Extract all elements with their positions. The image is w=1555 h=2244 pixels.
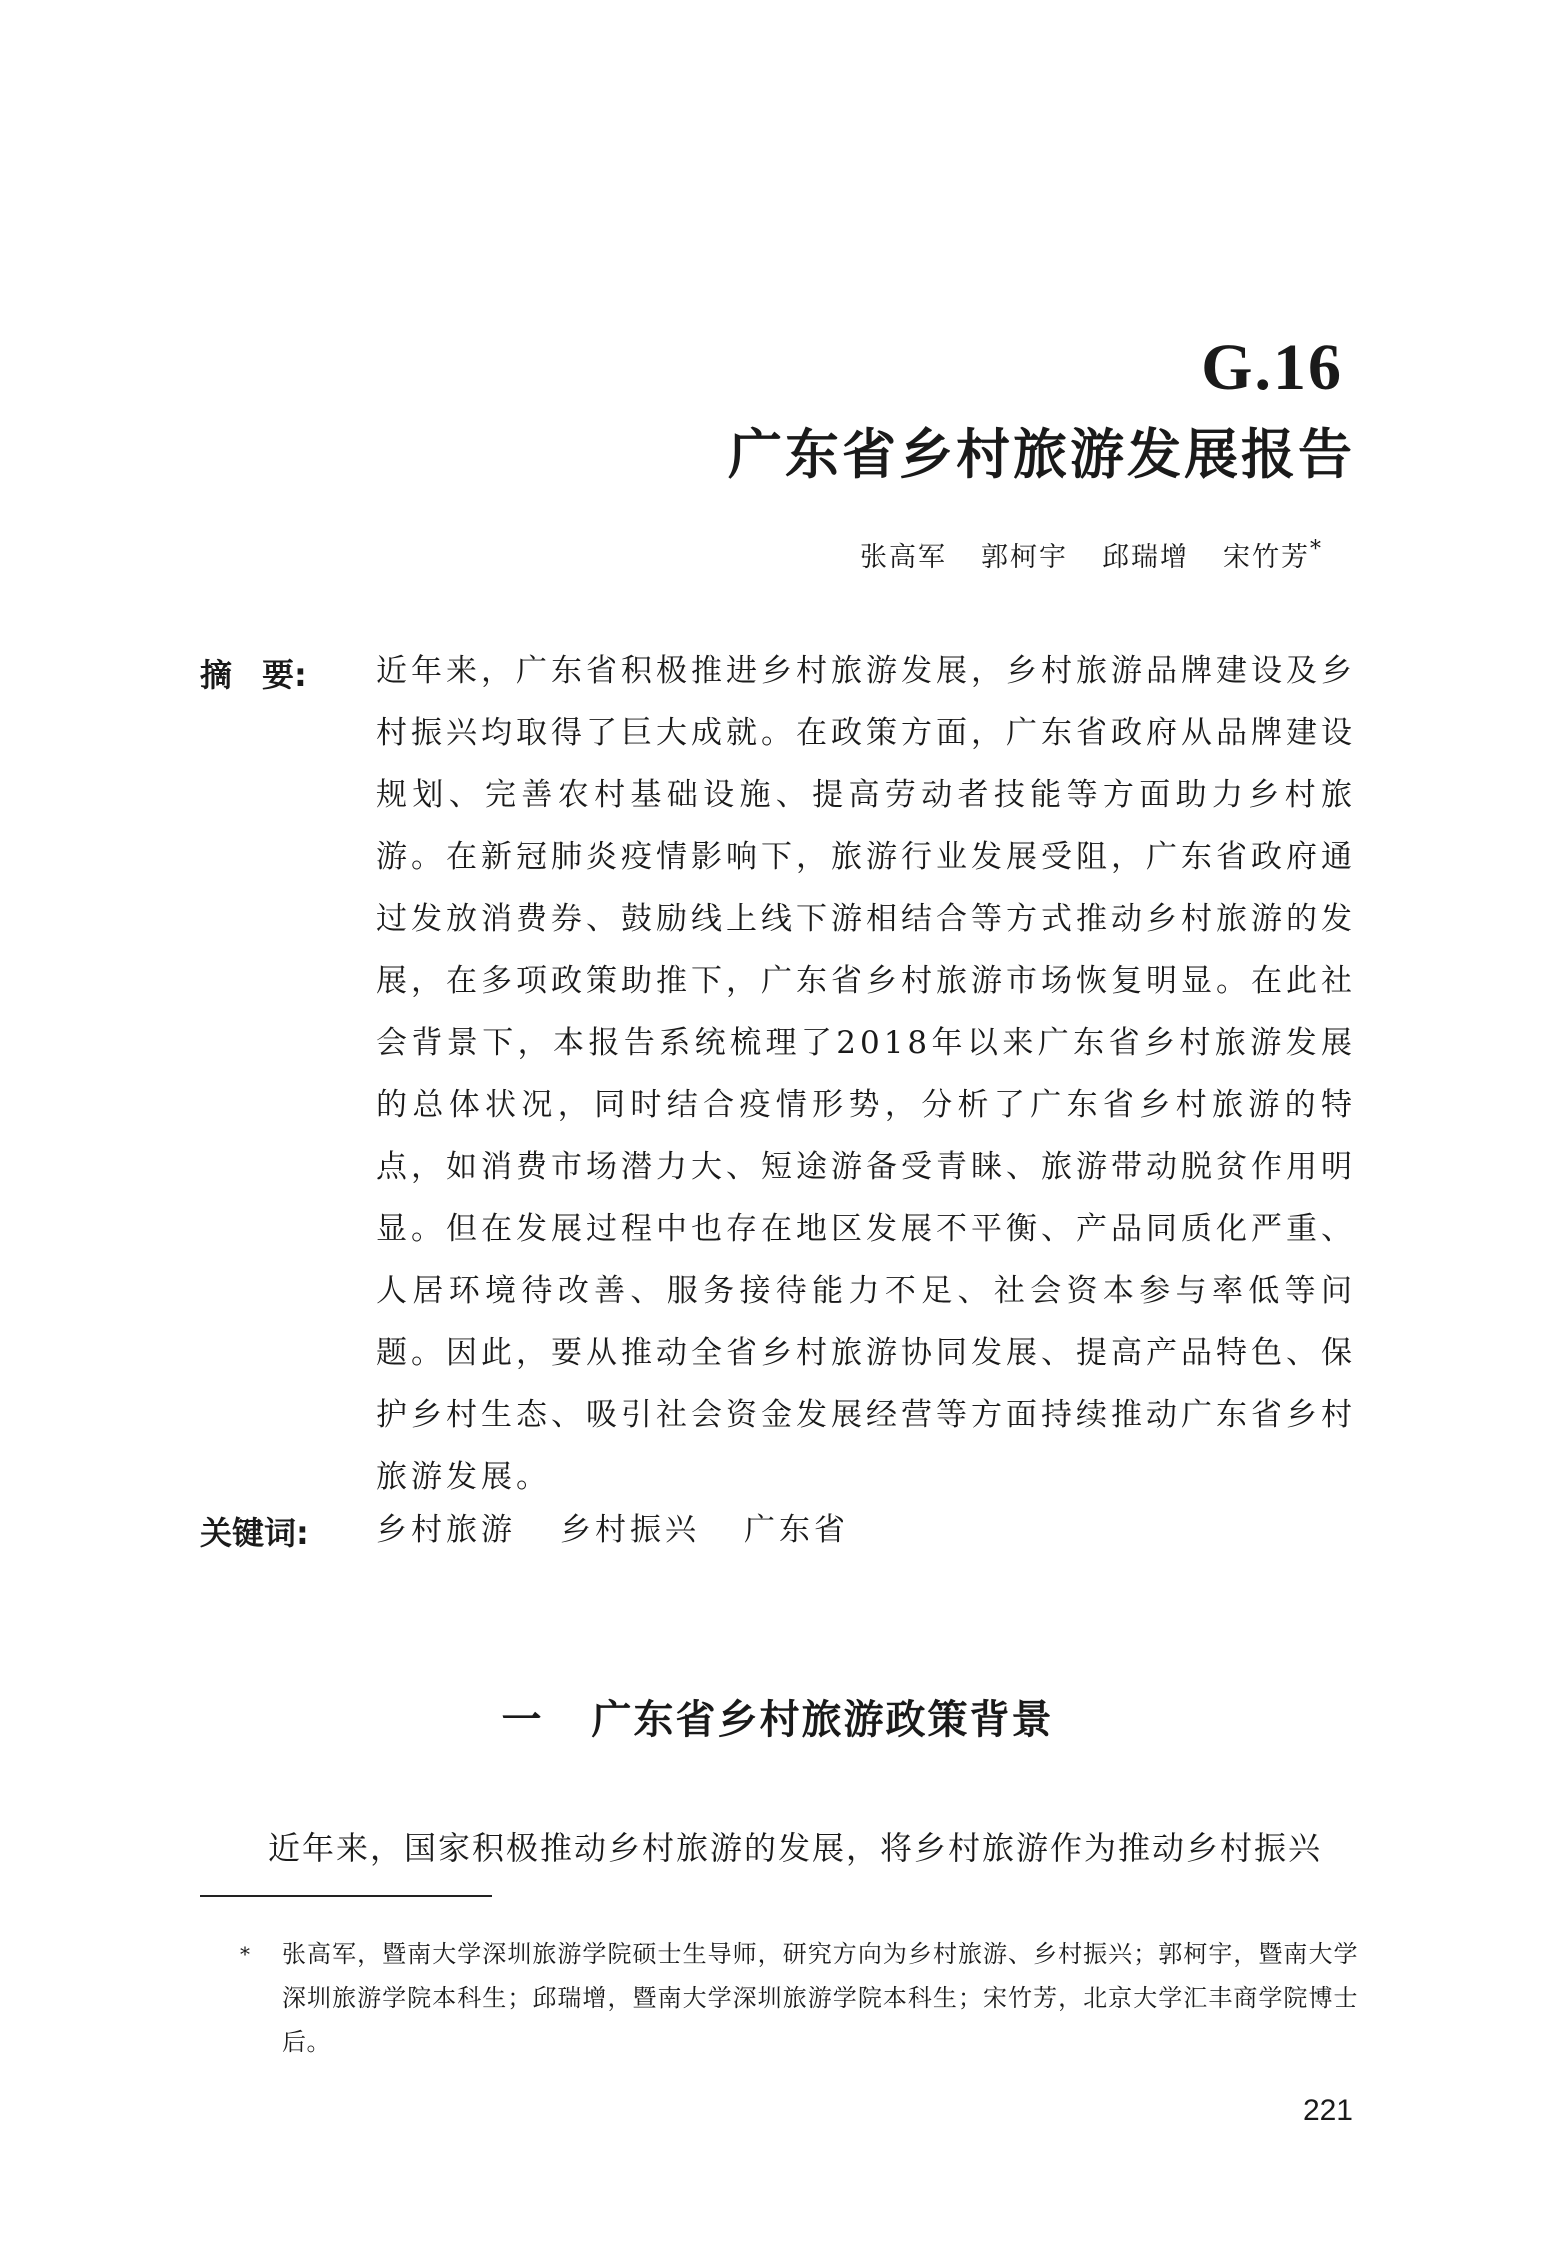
page-number: 221 (1302, 2094, 1353, 2127)
author-name: 郭柯宇 (981, 542, 1068, 573)
section-title: 广东省乡村旅游政策背景 (591, 1697, 1054, 1743)
keyword: 乡村振兴 (560, 1512, 700, 1548)
keyword-list (376, 1504, 849, 1549)
author-name (1223, 535, 1323, 574)
keyword: 乡村旅游 (376, 1512, 516, 1548)
author-list (860, 535, 1323, 574)
footnote-divider (200, 1895, 492, 1897)
chapter-number: G.16 (1201, 331, 1343, 404)
abstract-label-char: 要: (262, 656, 307, 694)
footnote-text: 张高军，暨南大学深圳旅游学院硕士生导师，研究方向为乡村旅游、乡村振兴；郭柯宇，暨南大学深圳旅游学院本科生；邱瑞增，暨南大学深圳旅游学院本科生；宋竹芳，北京大学汇丰商学院博士后。 (282, 1940, 1358, 2056)
keyword: 广东省 (744, 1512, 849, 1548)
abstract-label-char: 摘 (200, 656, 233, 694)
author-name-text: 宋竹芳 (1223, 542, 1310, 573)
body-paragraph: 近年来，国家积极推动乡村旅游的发展，将乡村旅游作为推动乡村振兴 (268, 1829, 1323, 1867)
author-name: 张高军 (860, 542, 947, 573)
footnote (240, 1932, 1358, 2064)
keywords-label: 关键词: (200, 1514, 309, 1552)
section-heading (0, 1688, 1555, 1745)
chapter-title: 广东省乡村旅游发展报告 (728, 423, 1355, 486)
abstract-text: 近年来，广东省积极推进乡村旅游发展，乡村旅游品牌建设及乡村振兴均取得了巨大成就。在政策方面，广东省政府从品牌建设规划、完善农村基础设施、提高劳动者技能等方面助力乡村旅游。在新冠肺炎疫情影响下，旅游行业发展受阻，广东省政府通过发放消费券、鼓励线上线下游相结合等方式推动乡村旅游的发展，在多项政策助推下，广东省乡村旅游市场恢复明显。在此社会背景下，本报告系统梳理了2018年以来广东省乡村旅游发展的总体状况，同时结合疫情形势，分析了广东省乡村旅游的特点，如消费市场潜力大、短途游备受青睐、旅游带动脱贫作用明显。但在发展过程中也存在地区发展不平衡、产品同质化严重、人居环境待改善、服务接待能力不足、社会资本参与率低等问题。因此，要从推动全省乡村旅游协同发展、提高产品特色、保护乡村生态、吸引社会资金发展经营等方面持续推动广东省乡村旅游发展。 (376, 653, 1356, 1495)
footnote-mark: * (240, 1942, 251, 1966)
author-name: 邱瑞增 (1102, 542, 1189, 573)
abstract-label (200, 650, 307, 696)
footnote-marker: * (1310, 537, 1323, 562)
section-number: 一 (501, 1697, 544, 1743)
